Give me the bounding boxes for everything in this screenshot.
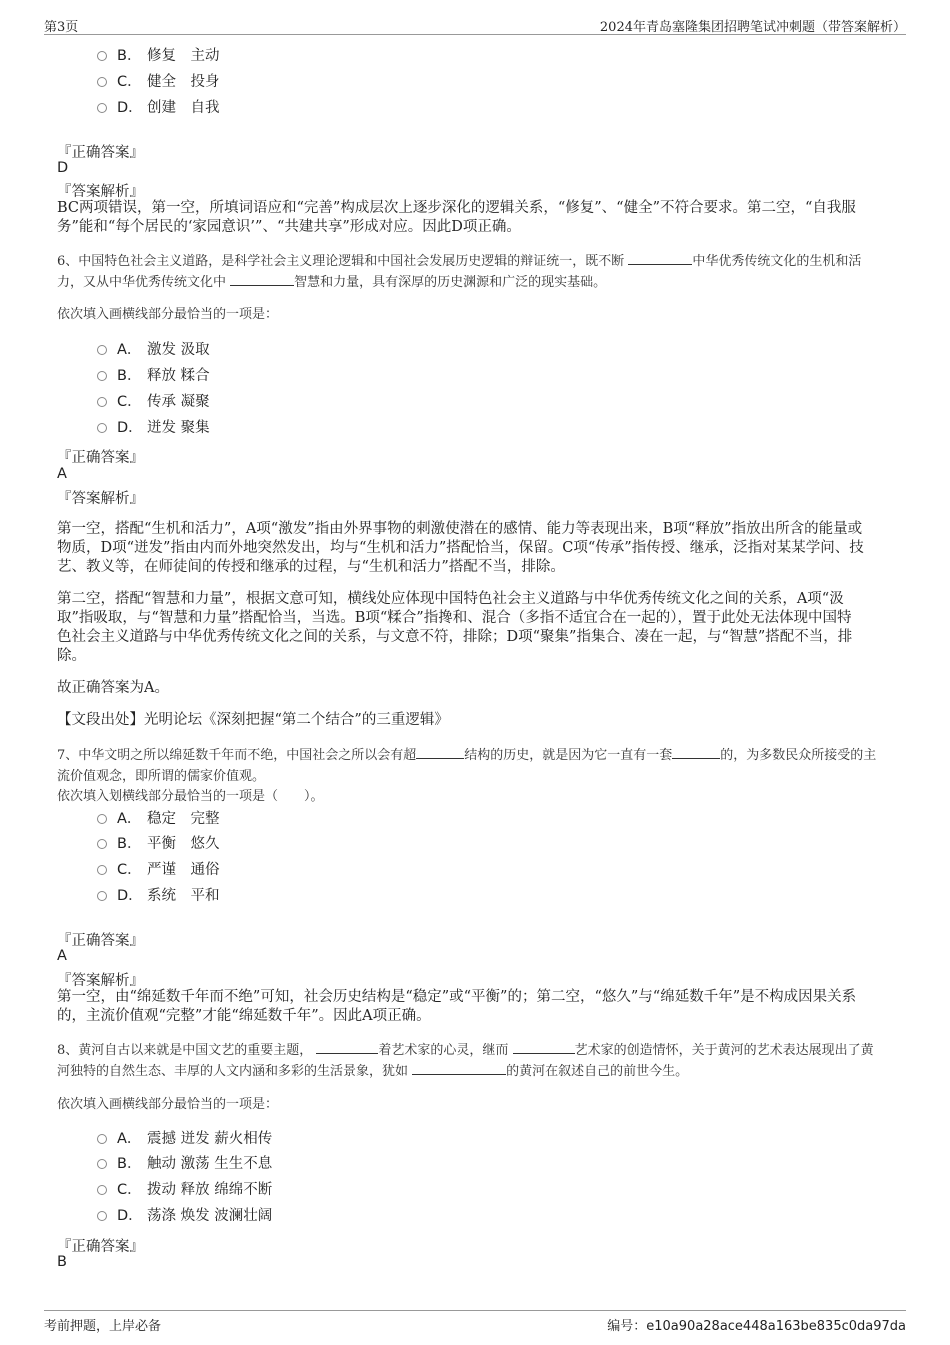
radio-icon[interactable] — [97, 371, 107, 381]
radio-icon[interactable] — [97, 865, 107, 875]
q5-analysis-label: 『答案解析』 — [57, 184, 144, 200]
radio-icon[interactable] — [97, 77, 107, 87]
blank — [230, 273, 294, 286]
blank — [672, 746, 720, 759]
q7-stem: 7、中华文明之所以绵延数千年而不绝，中国社会之所以会有超 结构的历史，就是因为它一直有一套 的，为多数民众所接受的主 流价值观念，即所谓的儒家价值观。 — [57, 748, 877, 784]
q7-analysis-label: 『答案解析』 — [57, 973, 144, 989]
q8-prompt: 依次填入画横线部分最恰当的一项是： — [57, 1097, 279, 1112]
q7-option-d[interactable]: D． 系统 平和 — [97, 885, 220, 907]
q7-option-a[interactable]: A． 稳定 完整 — [97, 808, 220, 830]
radio-icon[interactable] — [97, 1211, 107, 1221]
q7-option-c[interactable]: C． 严谨 通俗 — [97, 859, 220, 881]
blank — [513, 1041, 575, 1054]
q8-answer: B — [57, 1254, 67, 1270]
q8-option-a[interactable]: A． 震撼 迸发 薪火相传 — [97, 1128, 272, 1150]
q8-stem: 8、黄河自古以来就是中国文艺的重要主题， 着艺术家的心灵，继而 艺术家的创造情怀，关于黄河的艺术表达展现出了黄 河独特的自然生态、丰厚的人文内涵和多彩的生活景象，犹如 的黄河在叙述自己的前世今生。 — [57, 1043, 874, 1079]
q5-analysis: BC两项错误，第一空，所填词语应和“完善”构成层次上逐步深化的逻辑关系，“修复”、“健全”不符合要求。第二空，“自我服 务”能和“每个居民的‘家园意识’”、“共建共享”形成对应。因此D项正确。 — [57, 200, 856, 235]
page-number: 第3页 — [44, 20, 79, 35]
radio-icon[interactable] — [97, 51, 107, 61]
q7-answer-label: 『正确答案』 — [57, 933, 144, 949]
q6-option-b[interactable]: B． 释放 糅合 — [97, 365, 210, 387]
q6-option-a[interactable]: A． 激发 汲取 — [97, 339, 210, 361]
q6-conclusion: 故正确答案为A。 — [57, 680, 169, 696]
q6-option-d[interactable]: D． 迸发 聚集 — [97, 417, 210, 439]
blank — [412, 1062, 506, 1075]
page-header — [44, 14, 906, 35]
radio-icon[interactable] — [97, 839, 107, 849]
q6-prompt: 依次填入画横线部分最恰当的一项是： — [57, 307, 279, 322]
radio-icon[interactable] — [97, 397, 107, 407]
q7-answer: A — [57, 948, 67, 964]
radio-icon[interactable] — [97, 423, 107, 433]
q8-answer-label: 『正确答案』 — [57, 1239, 144, 1255]
q7-analysis: 第一空，由“绵延数千年而不绝”可知，社会历史结构是“稳定”或“平衡”的；第二空，“悠久”与“绵延数千年”是不构成因果关系 的，主流价值观“完整”才能“绵延数千年”。因此A项正确。 — [57, 989, 857, 1024]
q6-source: 【文段出处】光明论坛《深刻把握“第二个结合”的三重逻辑》 — [57, 712, 449, 728]
q6-stem: 6、中国特色社会主义道路，是科学社会主义理论逻辑和中国社会发展历史逻辑的辩证统一，既不断 中华优秀传统文化的生机和活 力，又从中华优秀传统文化中 智慧和力量，具有深厚的历史渊源和广泛的现实基础。 — [57, 254, 862, 290]
radio-icon[interactable] — [97, 1134, 107, 1144]
q6-analysis-p2: 第二空，搭配“智慧和力量”，根据文意可知，横线处应体现中国特色社会主义道路与中华优秀传统文化之间的关系，A项“汲 取”指吸取，与“智慧和力量”搭配恰当，当选。B项“糅合”指搀和、混合（多指不适宜合在一起的），置于此处无法体现中国特 色社会主义道路与中华优秀传统文化之间的关系，与文意不符，排除；D项“聚集”指集合、凑在一起，与“智慧”搭配不当，排 除。 — [57, 591, 853, 664]
q5-answer: D — [57, 160, 69, 176]
q6-answer-label: 『正确答案』 — [57, 450, 144, 466]
q6-analysis-p1: 第一空，搭配“生机和活力”，A项“激发”指由外界事物的刺激使潜在的感情、能力等表现出来，B项“释放”指放出所含的能量或 物质，D项“迸发”指由内而外地突然发出，均与“生机和活力”搭配恰当，保留。C项“传承”指传授、继承，泛指对某某学问、技 艺、教义等，在师徒间的传授和继承的过程，与“生机和活力”搭配不当，排除。 — [57, 521, 864, 575]
page-footer — [44, 1310, 906, 1334]
q6-option-c[interactable]: C． 传承 凝聚 — [97, 391, 210, 413]
radio-icon[interactable] — [97, 891, 107, 901]
radio-icon[interactable] — [97, 1159, 107, 1169]
q8-option-b[interactable]: B． 触动 激荡 生生不息 — [97, 1153, 272, 1175]
q6-analysis-label: 『答案解析』 — [57, 491, 144, 507]
q7-prompt: 依次填入划横线部分最恰当的一项是（ ）。 — [57, 789, 324, 804]
radio-icon[interactable] — [97, 1185, 107, 1195]
footer-slogan: 考前押题，上岸必备 — [44, 1319, 162, 1334]
document-code: 编号：e10a90a28ace448a163be835c0da97da — [607, 1319, 906, 1334]
q8-option-d[interactable]: D． 荡涤 焕发 波澜壮阔 — [97, 1205, 272, 1227]
radio-icon[interactable] — [97, 814, 107, 824]
radio-icon[interactable] — [97, 103, 107, 113]
q5-option-d[interactable]: D． 创建 自我 — [97, 97, 220, 119]
q7-option-b[interactable]: B． 平衡 悠久 — [97, 833, 220, 855]
radio-icon[interactable] — [97, 345, 107, 355]
q5-answer-label: 『正确答案』 — [57, 145, 144, 161]
q5-option-c[interactable]: C． 健全 投身 — [97, 71, 220, 93]
q8-option-c[interactable]: C． 拨动 释放 绵绵不断 — [97, 1179, 272, 1201]
blank — [416, 746, 464, 759]
q5-option-b[interactable]: B． 修复 主动 — [97, 45, 220, 67]
blank — [316, 1041, 378, 1054]
document-title: 2024年青岛塞隆集团招聘笔试冲刺题（带答案解析） — [599, 20, 906, 35]
q6-answer: A — [57, 466, 67, 482]
blank — [628, 252, 692, 265]
